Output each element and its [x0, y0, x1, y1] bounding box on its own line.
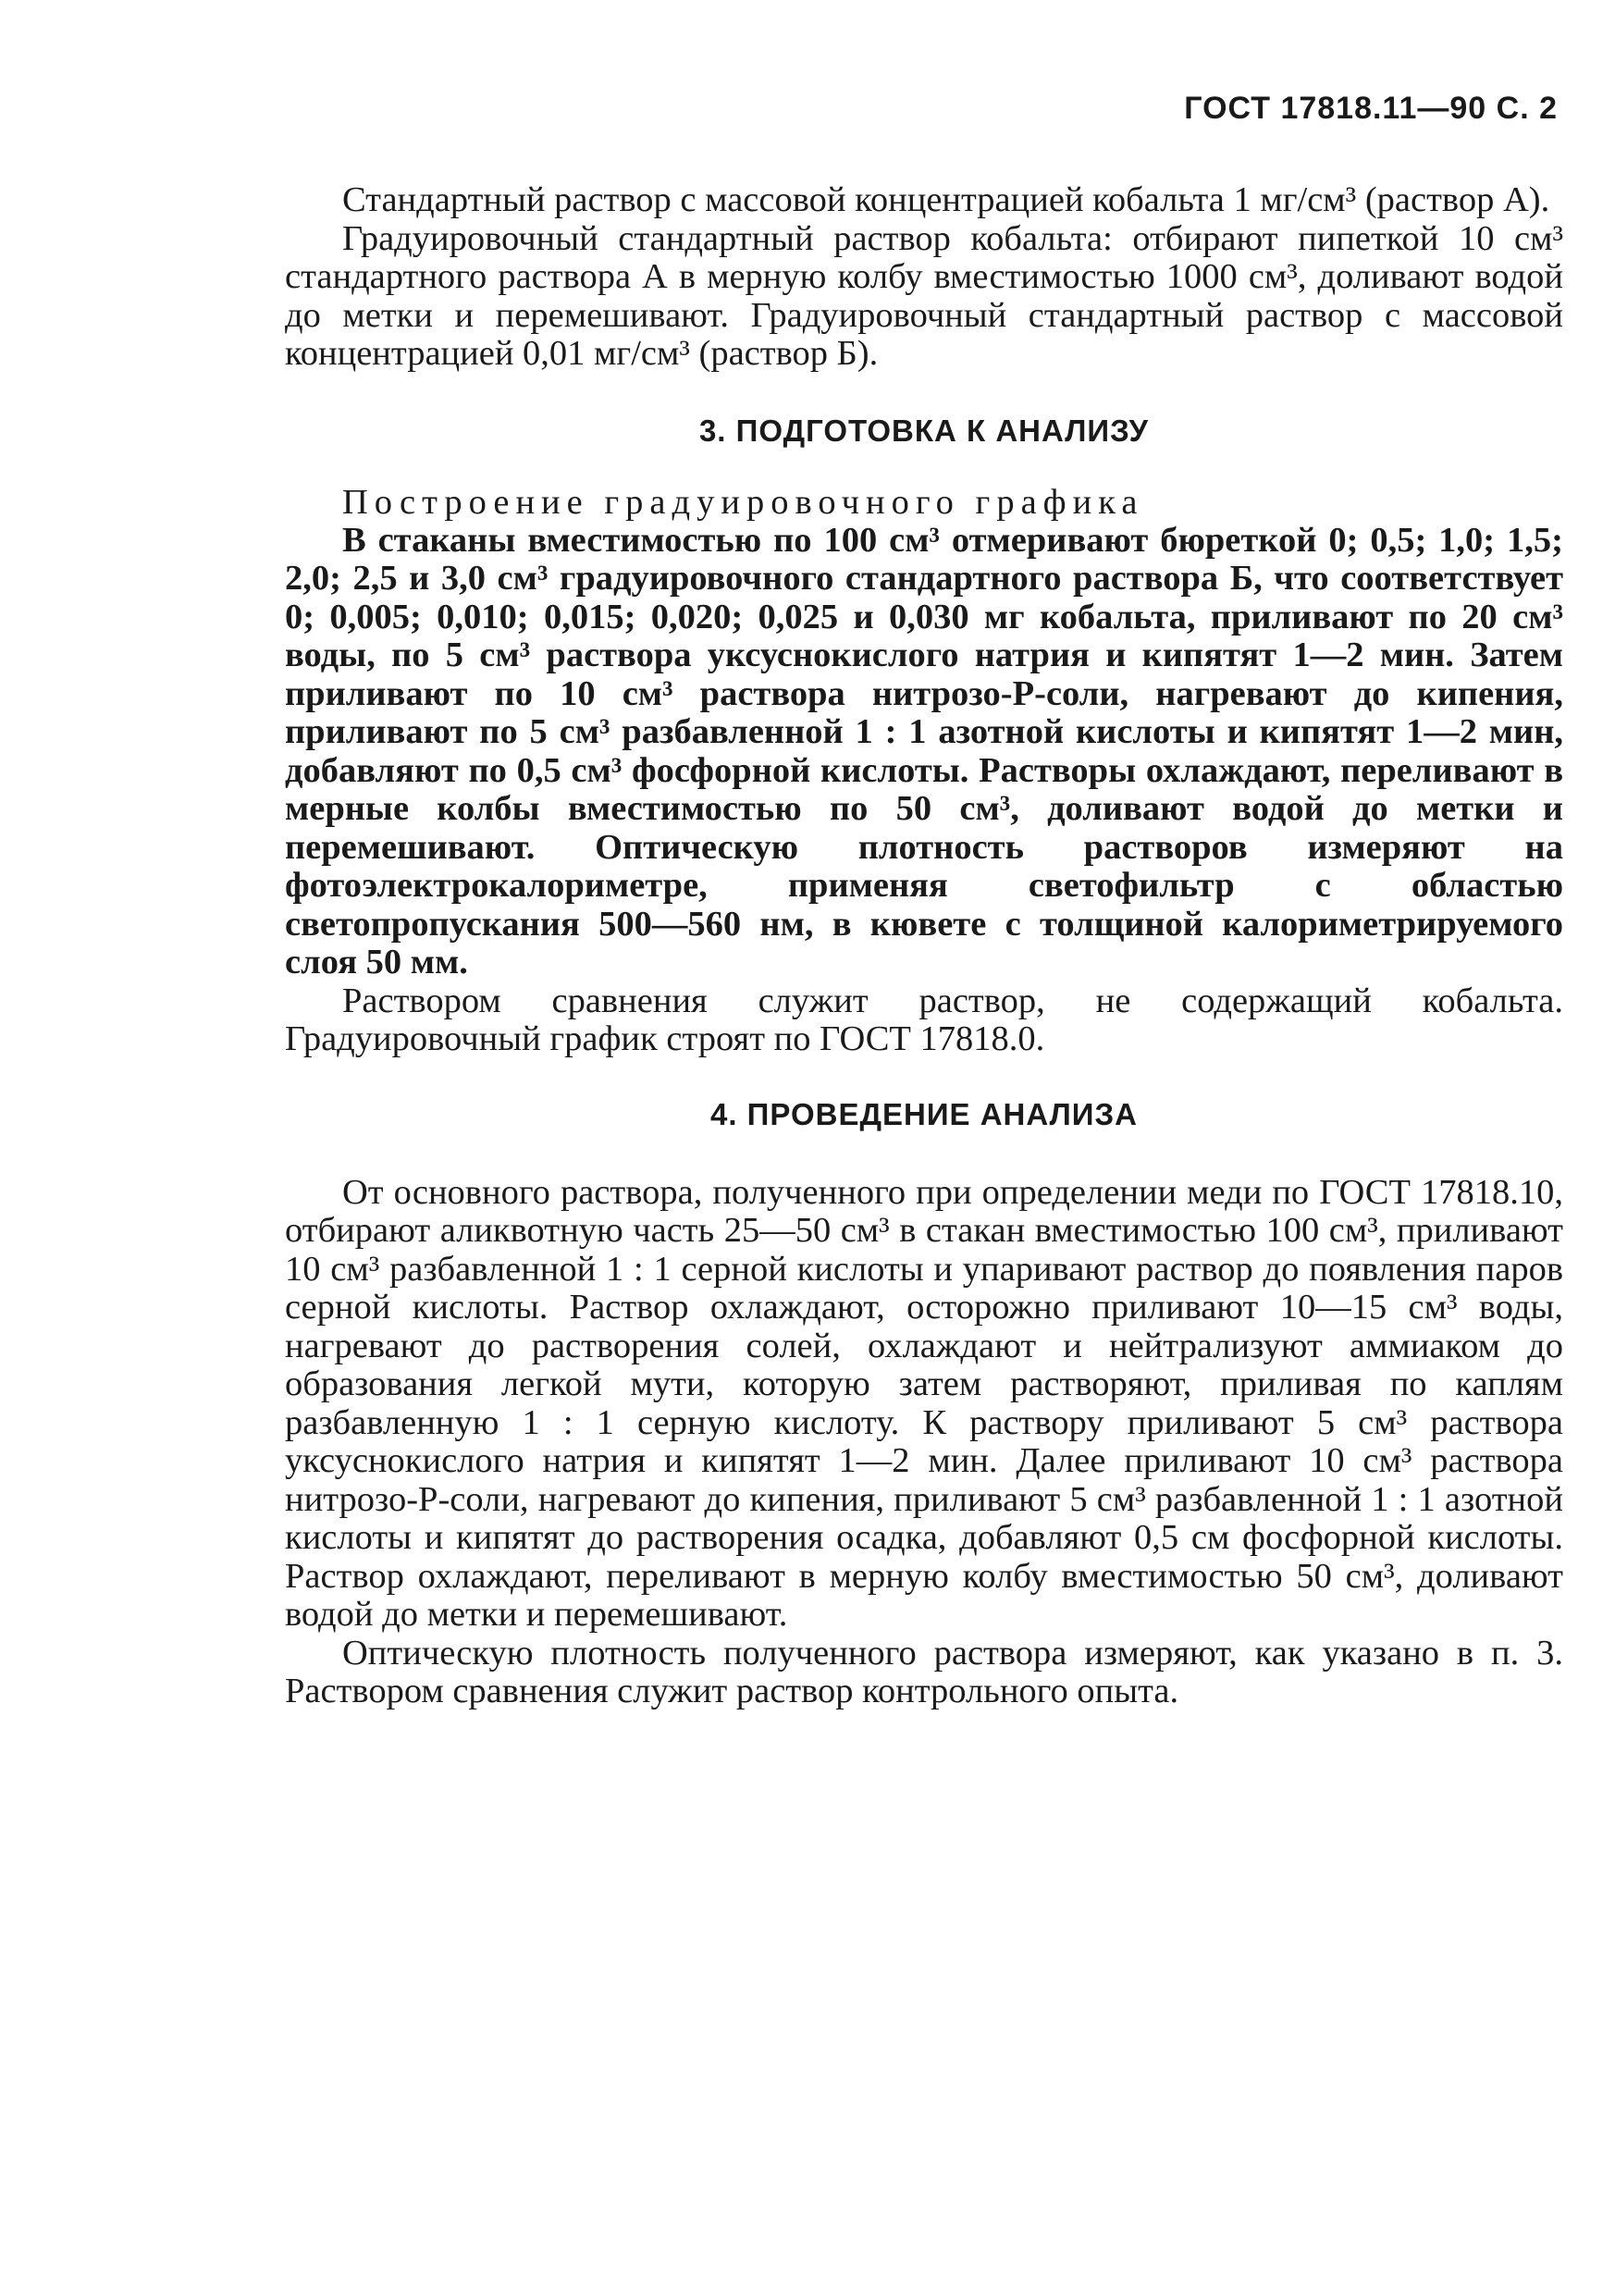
section-3-paragraph-2: Раствором сравнения служит раствор, не содержащий кобальта. Градуировочный график строят по ГОСТ 17818.0. — [285, 981, 1563, 1058]
intro-paragraph-1: Стандартный раствор с массовой концентрацией кобальта 1 мг/см³ (раствор А). — [342, 180, 1550, 219]
page-header: ГОСТ 17818.11—90 С. 2 — [1184, 91, 1558, 126]
section-3-title: 3. ПОДГОТОВКА К АНАЛИЗУ — [698, 413, 1150, 448]
intro-paragraph-2: Градуировочный стандартный раствор кобальта: отбирают пипеткой 10 см³ стандартного раствора А в мерную колбу вместимостью 1000 см³, доливают водой до метки и перемешивают. Градуировочный стандартный раствор с массовой концентрацией 0,01 мг/см³ (раствор Б). — [285, 218, 1563, 373]
section-3-paragraph-1: В стаканы вместимостью по 100 см³ отмеривают бюреткой 0; 0,5; 1,0; 1,5; 2,0; 2,5 и 3,0 см³ градуировочного стандартного раствора Б, что соответствует 0; 0,005; 0,010; 0,015; 0,020; 0,025 и 0,030 мг кобальта, приливают по 20 см³ воды, по 5 см³ раствора уксуснокислого натрия и кипятят 1—2 мин. Затем приливают по 10 см³ раствора нитрозо-Р-соли, нагревают до кипения, приливают по 5 см³ разбавленной 1 : 1 азотной кислоты и кипятят 1—2 мин, добавляют по 0,5 см³ фосфорной кислоты. Растворы охлаждают, переливают в мерные колбы вместимостью по 50 см³, доливают водой до метки и перемешивают. Оптическую плотность растворов измеряют на фотоэлектрокалориметре, применяя светофильтр с областью светопропускания 500—560 нм, в кювете с толщиной калориметрируемого слоя 50 мм. — [285, 520, 1563, 981]
page-content — [285, 181, 1563, 1711]
section-4-title: 4. ПРОВЕДЕНИЕ АНАЛИЗА — [709, 1096, 1139, 1131]
section-3-subtitle: Построение градуировочного графика — [342, 482, 1144, 522]
section-4-paragraph-1: От основного раствора, полученного при определении меди по ГОСТ 17818.10, отбирают аликвотную часть 25—50 см³ в стакан вместимостью 100 см³, приливают 10 см³ разбавленной 1 : 1 серной кислоты и упаривают раствор до появления паров серной кислоты. Раствор охлаждают, осторожно приливают 10—15 см³ воды, нагревают до растворения солей, охлаждают и нейтрализуют аммиаком до образования легкой мути, которую затем растворяют, приливая по каплям разбавленную 1 : 1 серную кислоту. К раствору приливают 5 см³ раствора уксуснокислого натрия и кипятят 1—2 мин. Далее приливают 10 см³ раствора нитрозо-Р-соли, нагревают до кипения, приливают 5 см³ разбавленной 1 : 1 азотной кислоты и кипятят до растворения осадка, добавляют 0,5 см фосфорной кислоты. Раствор охлаждают, переливают в мерную колбу вместимостью 50 см³, доливают водой до метки и перемешивают. — [285, 1172, 1563, 1634]
section-4-paragraph-2: Оптическую плотность полученного раствора измеряют, как указано в п. 3. Раствором сравнения служит раствор контрольного опыта. — [285, 1633, 1563, 1710]
